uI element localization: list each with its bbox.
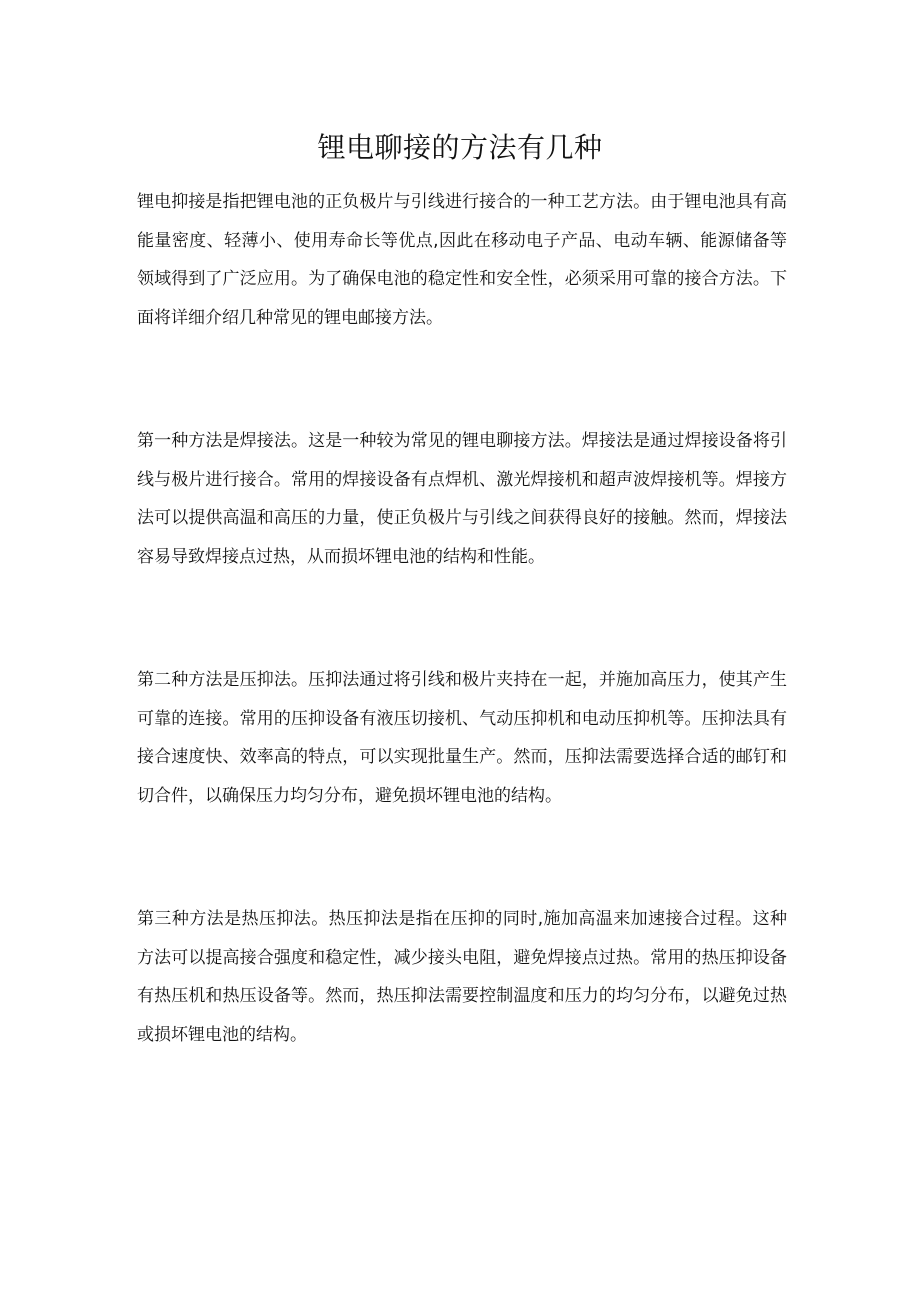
- page-title: 锂电聊接的方法有几种: [317, 131, 603, 164]
- paragraph-welding-method: 第一种方法是焊接法。这是一种较为常见的锂电聊接方法。焊接法是通过焊接设备将引线与极片进行接合。常用的焊接设备有点焊机、激光焊接机和超声波焊接机等。焊接方法可以提供高温和高压的力量，使正负极片与引线之间获得良好的接触。然而，焊接法容易导致焊接点过热，从而损坏锂电池的结构和性能。: [137, 431, 787, 567]
- paragraph-intro: 锂电抑接是指把锂电池的正负极片与引线进行接合的一种工艺方法。由于锂电池具有高能量密度、轻薄小、使用寿命长等优点,因此在移动电子产品、电动车辆、能源储备等领域得到了广泛应用。为了确保电池的稳定性和安全性，必须采用可靠的接合方法。下面将详细介绍几种常见的锂电邮接方法。: [137, 192, 787, 328]
- paragraph-hot-pressing-method: 第三种方法是热压抑法。热压抑法是指在压抑的同时,施加高温来加速接合过程。这种方法可以提高接合强度和稳定性，减少接头电阻，避免焊接点过热。常用的热压抑设备有热压机和热压设备等。然而，热压抑法需要控制温度和压力的均匀分布，以避免过热或损坏锂电池的结构。: [137, 909, 787, 1045]
- paragraph-pressing-method: 第二种方法是压抑法。压抑法通过将引线和极片夹持在一起，并施加高压力，使其产生可靠的连接。常用的压抑设备有液压切接机、气动压抑机和电动压抑机等。压抑法具有接合速度快、效率高的特点，可以实现批量生产。然而，压抑法需要选择合适的邮钉和切合件，以确保压力均匀分布，避免损坏锂电池的结构。: [137, 670, 787, 806]
